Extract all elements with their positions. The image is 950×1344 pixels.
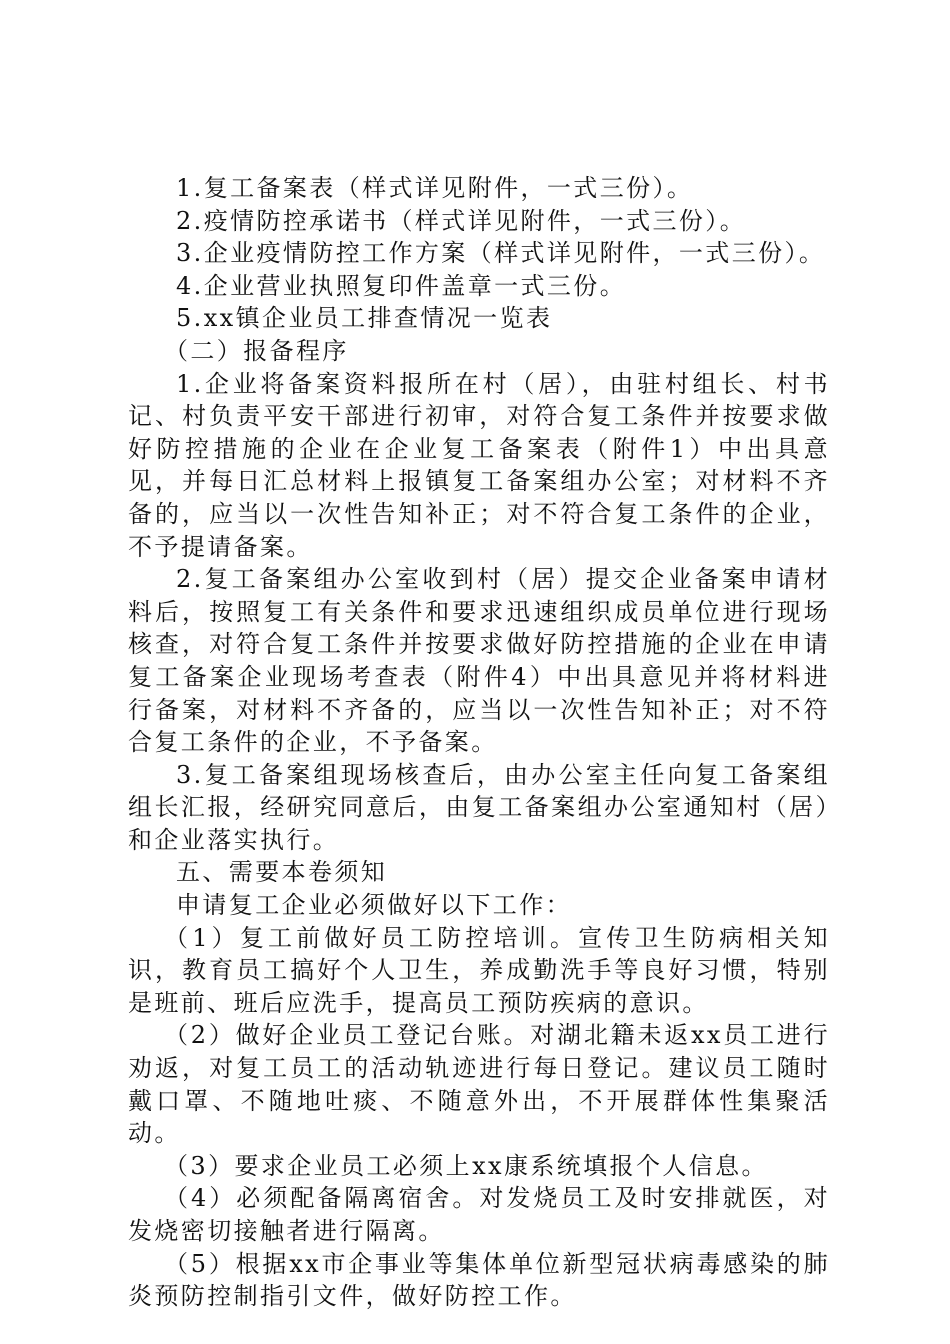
requirement-item-2: （2）做好企业员工登记台账。对湖北籍未返xx员工进行劝返，对复工员工的活动轨迹进行每日登记。建议员工随时戴口罩、不随地吐痰、不随意外出，不开展群体性集聚活动。: [128, 1021, 830, 1148]
requirement-item-3: （3）要求企业员工必须上xx康系统填报个人信息。: [164, 1151, 768, 1180]
document-page: [128, 172, 830, 1313]
requirement-item-5: （5）根据xx市企事业等集体单位新型冠状病毒感染的肺炎预防控制指引文件，做好防控工作。: [128, 1249, 830, 1311]
list-item-commitment-letter: 2.疫情防控承诺书（样式详见附件，一式三份）。: [176, 206, 747, 235]
requirement-item-4: （4）必须配备隔离宿舍。对发烧员工及时安排就医，对发烧密切接触者进行隔离。: [128, 1184, 830, 1245]
procedure-step-2: 2.复工备案组办公室收到村（居）提交企业备案申请材料后，按照复工有关条件和要求迅速组织成员单位进行现场核查，对符合复工条件并按要求做好防控措施的企业在申请复工备案企业现场考查表（附件4）中出具意见并将材料进行备案，对材料不齐备的，应当以一次性告知补正；对不符合复工条件的企业，不予备案。: [128, 565, 830, 757]
requirement-item-1: （1）复工前做好员工防控培训。宣传卫生防病相关知识，教育员工搞好个人卫生，养成勤洗手等良好习惯，特别是班前、班后应洗手，提高员工预防疾病的意识。: [128, 923, 830, 1017]
procedure-step-3: 3.复工备案组现场核查后，由办公室主任向复工备案组组长汇报，经研究同意后，由复工备案组办公室通知村（居）和企业落实执行。: [128, 760, 830, 854]
procedure-step-1: 1.企业将备案资料报所在村（居），由驻村组长、村书记、村负责平安干部进行初审，对符合复工条件并按要求做好防控措施的企业在企业复工备案表（附件1）中出具意见，并每日汇总材料上报镇复工备案组办公室；对材料不齐备的，应当以一次性告知补正；对不符合复工条件的企业，不予提请备案。: [128, 369, 830, 561]
section-heading-procedure: （二）报备程序: [164, 336, 349, 365]
list-item-prevention-plan: 3.企业疫情防控工作方案（样式详见附件，一式三份）。: [176, 239, 826, 268]
list-item-employee-survey: 5.xx镇企业员工排查情况一览表: [176, 304, 553, 333]
list-item-filing-form: 1.复工备案表（样式详见附件，一式三份）。: [176, 174, 694, 202]
section-heading-notes: 五、需要本卷须知: [176, 858, 388, 887]
notes-intro: 申请复工企业必须做好以下工作：: [176, 891, 572, 920]
list-item-business-license: 4.企业营业执照复印件盖章一式三份。: [176, 271, 627, 300]
